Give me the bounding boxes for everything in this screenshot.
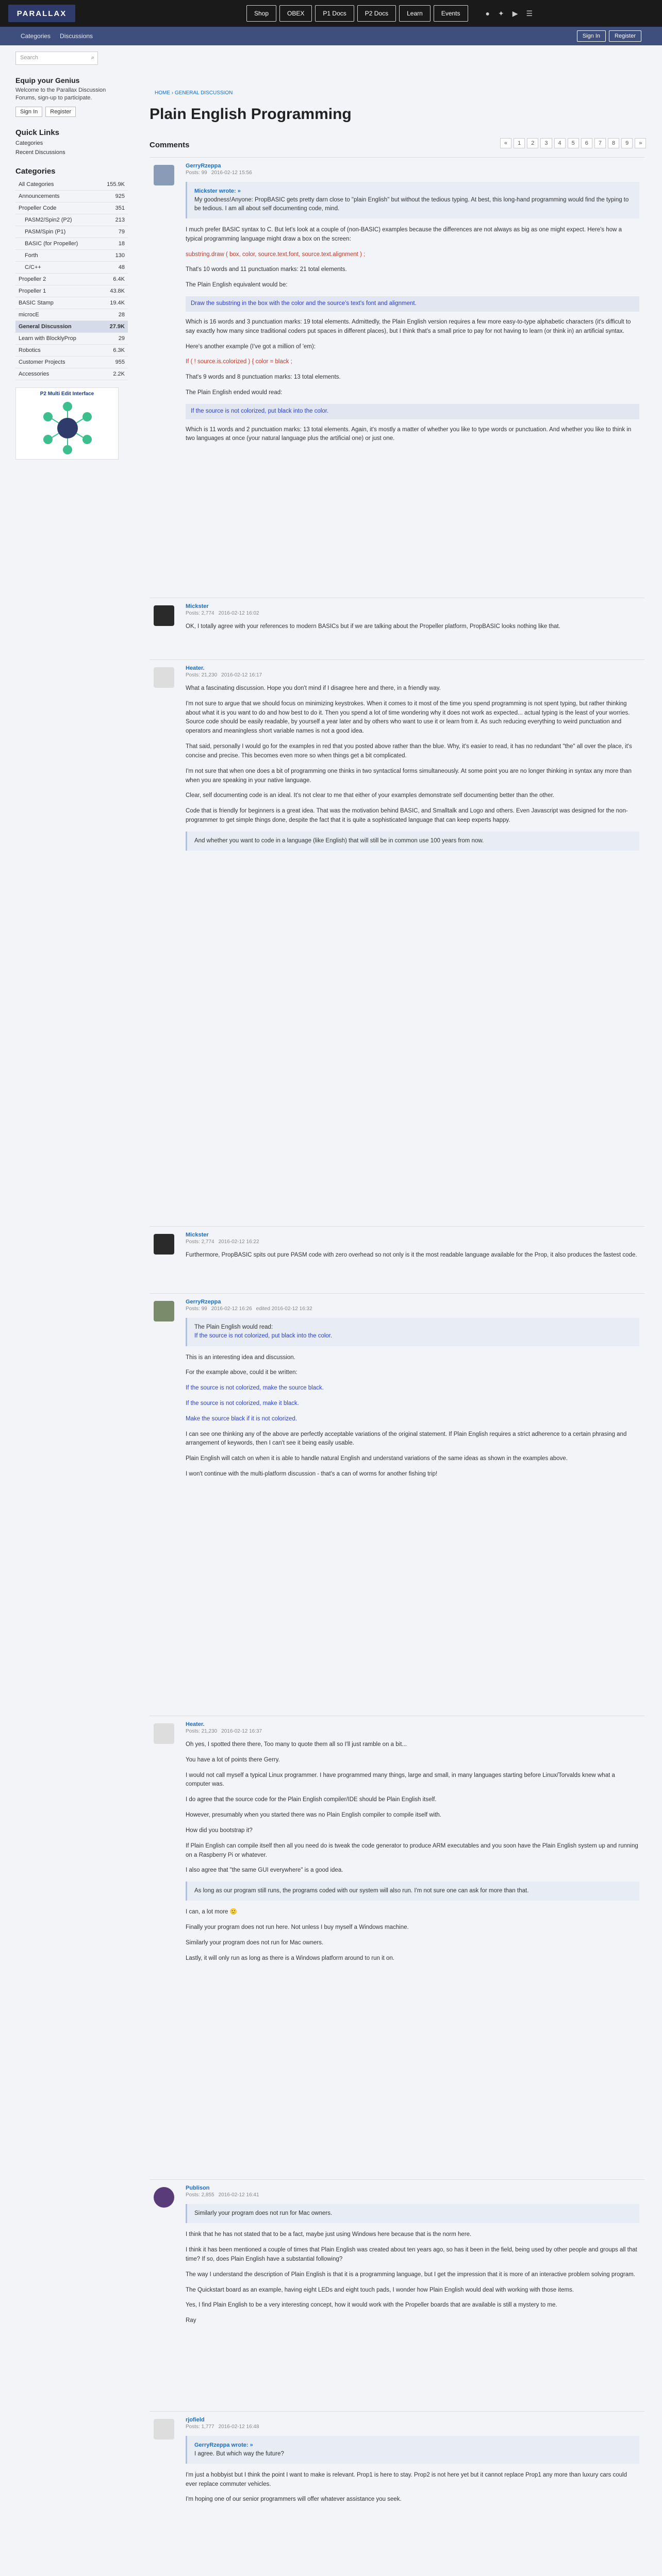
post-date[interactable]: 2016-02-12 16:22: [218, 1239, 259, 1245]
page-link[interactable]: 1: [514, 138, 525, 148]
category-name: PASM/Spin (P1): [25, 228, 66, 235]
category-name: microcE: [19, 311, 39, 318]
post-count: Posts: 2,774: [186, 1239, 214, 1245]
avatar[interactable]: [154, 2187, 174, 2208]
category-item[interactable]: [15, 262, 128, 274]
comment-author[interactable]: Publison: [186, 2185, 210, 2191]
parallax-logo[interactable]: PARALLAX: [8, 5, 75, 22]
quote-block: GerryRzeppa wrote: » I agree. But which way the future?: [186, 2436, 639, 2464]
category-name: General Discussion: [19, 323, 72, 330]
page-link[interactable]: 3: [540, 138, 552, 148]
post-date[interactable]: 2016-02-12 16:48: [218, 2424, 259, 2430]
category-count: 48: [118, 264, 125, 270]
category-count: 28: [118, 311, 125, 318]
category-name: Forth: [25, 252, 38, 259]
page-link[interactable]: 8: [608, 138, 619, 148]
post-count: Posts: 2,855: [186, 2192, 214, 2198]
category-count: 955: [115, 359, 125, 365]
category-count: 29: [118, 335, 125, 342]
nav-obex[interactable]: OBEX: [279, 5, 312, 22]
category-count: 2.2K: [113, 370, 125, 377]
category-name: Propeller 1: [19, 287, 46, 294]
promo-banner[interactable]: P2 Multi Edit Interface: [15, 387, 119, 460]
post-date[interactable]: 2016-02-12 16:02: [218, 611, 259, 616]
top-bar: [0, 0, 662, 27]
quote-block: Mickster wrote: » My goodness!Anyone: PropBASIC gets pretty darn close to "plain English" but without the tedious typing. At best, this long-hand programming would find the typing to be tedious. I am all about self documenting code, mind.: [186, 182, 639, 218]
category-count: 925: [115, 193, 125, 199]
plain-english-example: Draw the substring in the box with the color and the source's text's font and alignment.: [186, 296, 639, 312]
edited-date: edited 2016-02-12 16:32: [256, 1306, 312, 1312]
comment-author[interactable]: rjofield: [186, 2417, 205, 2423]
nav-learn[interactable]: Learn: [399, 5, 431, 22]
subnav-categories[interactable]: Categories: [21, 32, 51, 40]
nav-shop[interactable]: Shop: [246, 5, 276, 22]
comment: GerryRzeppa Posts: 99 2016-02-12 15:56 Mickster wrote: » My goodness!Anyone: PropBASIC gets pretty darn close to "plain English" but without the tedious typing. At best, this long-hand programming would find the typing to be tedious. I am all about self documenting code, mind. I much prefer BASIC syntax to C. But let's look at a couple of (non-BASIC) examples because the differences are not always as big as one might expect. Here's how a typical programming language might draw a box on the screen: substring.draw ( box, color, source.text.font, source.text.alignment ) ; That's 10 words and 11 punctuation marks: 21 total elements. The Plain English equivalent would be: Draw the substring in the box with the color and the source's text's font and alignment. Which is 16 words and 3 punctuation marks: 19 total elements. Admittedly, the Plain English version requires a few more easy-to-type alphabetic characters (it's difficult to say exactly how many since traditional coders put spaces in different places), but I think that's a small price to pay for not having to learn (or think in) an artificial syntax. Here's another example (I've got a million of 'em): If ( ! source.is.colorized ) { color = black ; That's 9 words and 8 punctuation marks: 13 total elements. The Plain English ended would read: If the source is not colorized, put black into the color. Which is 11 words and 2 punctuation marks: 13 total elements. Again, it's mostly a matter of whether you like to type words or punctuation. And whether you like to think in two languages at once (your natural language plus the artificial one) or just one.: [150, 157, 644, 598]
category-name: Customer Projects: [19, 359, 65, 365]
category-count: 6.4K: [113, 276, 125, 282]
register-button[interactable]: Register: [609, 30, 641, 42]
category-count: 351: [115, 205, 125, 211]
post-date[interactable]: 2016-02-12 16:37: [221, 1728, 262, 1734]
comment: Mickster Posts: 2,774 2016-02-12 16:22 Furthermore, PropBASIC spits out pure PASM code with zero overhead so not only is it the most readable language available for the Prop, it also produces the fastest code.: [150, 1226, 644, 1293]
post-count: Posts: 21,230: [186, 1728, 218, 1734]
comment: GerryRzeppa Posts: 99 2016-02-12 16:26 edited 2016-02-12 16:32 The Plain English would read: If the source is not colorized, put black into the color. This is an interesting idea and discussion. For the example above, could it be written: If the source is not colorized, make the source black. If the source is not colorized, make it black. Make the source black if it is not colorized. I can see one thinking any of the above are perfectly acceptable variations of the original statement. If Plain English requires a strict adherence to a certain phrasing and arrangement of keywords, then I can't see it being easily usable. Plain English will catch on when it is able to handle natural English and understand variations of the same ideas as shown in the examples above. I won't continue with the multi-platform discussion - that's a can of worms for another fishing trip!: [150, 1293, 644, 1716]
category-item[interactable]: [15, 297, 128, 309]
post-date[interactable]: 2016-02-12 16:41: [218, 2192, 259, 2198]
post-count: Posts: 99: [186, 1306, 207, 1312]
pagination: [500, 138, 646, 148]
page-link[interactable]: 9: [621, 138, 633, 148]
category-count: 27.9K: [109, 323, 125, 330]
avatar[interactable]: [154, 667, 174, 688]
post-count: Posts: 99: [186, 170, 207, 176]
page-link[interactable]: 5: [568, 138, 579, 148]
avatar[interactable]: [154, 165, 174, 185]
sidebar-register-button[interactable]: Register: [45, 107, 76, 117]
code-example: substring.draw ( box, color, source.text.font, source.text.alignment ) ;: [186, 251, 366, 258]
comment: Heater. Posts: 21,230 2016-02-12 16:17 What a fascinating discussion. Hope you don't mind if I disagree here and there, in a friendly way. I'm not sure to argue that we should focus on minimizing keystrokes. When it comes to it most of the time you spend programming is not spent typing, but rather thinking about what it is you want to do and how best to do it. Then you spend a lot of time wondering why it does not work as expected... actual typing is the least of your worries. Source code should be easily readable, by yourself a year later and by others who want to use it or learn from it. As such reducing everything to weird punctuation and operators and meaningless short variable names is not a good idea. That said, personally I would go for the examples in red that you posted above rather than the blue. Why, it's easier to read, it has no redundant "the" all over the place, it's concise and precise. This becomes even more so when things get a bit complicated. I'm not sure that when one does a bit of programming one thinks in two syntactical forms simultaneously. At some point you are no longer thinking in syntax any more than when you are speaking in your native language. Clear, self documenting code is an ideal. It's not clear to me that either of your examples demonstrate self documenting better than the other. Code that is friendly for beginners is a great idea. That was the motivation behind BASIC, and Smalltalk and Logo and others. Even Javascript was designed for the non-programmer to get simple things done, despite the fact that it is quite a sophisticated language that can keep experts happy. And whether you want to code in a language (like English) that will still be in common use 100 years from now.: [150, 659, 644, 1226]
category-item[interactable]: [15, 191, 128, 202]
equip-text: Welcome to the Parallax Discussion Forums, sign-up to participate.: [15, 87, 106, 101]
category-name: BASIC (for Propeller): [25, 240, 78, 247]
post-date[interactable]: 2016-02-12 15:56: [211, 170, 252, 176]
category-item[interactable]: [15, 274, 128, 285]
category-count: 6.3K: [113, 347, 125, 353]
quick-links-title: Quick Links: [15, 128, 60, 137]
category-item[interactable]: [15, 368, 128, 380]
post-count: Posts: 1,777: [186, 2424, 214, 2430]
category-item[interactable]: [15, 333, 128, 345]
comment-author[interactable]: Heater.: [186, 1721, 205, 1727]
page-link[interactable]: »: [635, 138, 646, 148]
page-link[interactable]: 4: [554, 138, 566, 148]
post-date[interactable]: 2016-02-12 16:26: [211, 1306, 252, 1312]
github-icon[interactable]: ●: [485, 9, 490, 18]
youtube-icon[interactable]: ▶: [512, 9, 518, 18]
twitter-icon[interactable]: ✦: [498, 9, 504, 18]
page-link[interactable]: «: [500, 138, 511, 148]
comment-author[interactable]: Mickster: [186, 1232, 209, 1238]
comments-heading: Comments: [150, 141, 190, 149]
nav-p2-docs[interactable]: P2 Docs: [357, 5, 396, 22]
comment: Mickster Posts: 2,774 2016-02-12 16:02 OK, I totally agree with your references to modern BASICs but if we are talking about the Propeller platform, PropBASIC looks nothing like that.: [150, 598, 644, 659]
category-item[interactable]: [15, 357, 128, 368]
comment-author[interactable]: GerryRzeppa: [186, 1299, 221, 1305]
promo-graphic: [16, 388, 119, 460]
category-name: Propeller Code: [19, 205, 57, 211]
equip-title: Equip your Genius: [15, 76, 80, 84]
comment: Publison Posts: 2,855 2016-02-12 16:41 Similarly your program does not run for Mac owners. I think that he has not stated that to be a fact, maybe just using Windows here because that is the norm here. I think it has been mentioned a couple of times that Plain English was created about ten years ago, so has it been in the field, being used by other people and groups all that time? If so, does Plain English have a substantial following? The way I understand the description of Plain English is that it is a programming language, but I get the impression that it is more of an interactive problem solving program. The Quickstart board as an example, having eight LEDs and eight touch pads, I wonder how Plain English would deal with working with those items. Yes, I find Plain English to be a very interesting concept, how it would work with the Propeller boards that are available is still a mystery to me. Ray: [150, 2179, 644, 2411]
categories-title: Categories: [15, 166, 56, 176]
category-item[interactable]: [15, 309, 128, 321]
category-name: Propeller 2: [19, 276, 46, 282]
comment-author[interactable]: GerryRzeppa: [186, 163, 221, 169]
quote-block: And whether you want to code in a language (like English) that will still be in common use 100 years from now.: [186, 832, 639, 851]
comment-author[interactable]: Heater.: [186, 665, 205, 671]
quote-block: Similarly your program does not run for Mac owners.: [186, 2204, 639, 2223]
avatar[interactable]: [154, 2419, 174, 2439]
avatar[interactable]: [154, 1723, 174, 1744]
category-item[interactable]: [15, 226, 128, 238]
category-item[interactable]: [15, 179, 128, 191]
page-link[interactable]: 7: [594, 138, 606, 148]
category-name: All Categories: [19, 181, 54, 188]
comment: Heater. Posts: 21,230 2016-02-12 16:37 Oh yes, I spotted there there, Too many to quote them all so I'll just ramble on a bit... You have a lot of points there Gerry. I would not call myself a typical Linux programmer. I have programmed many things, large and small, in many languages starting before Linux/Torvalds knew what a computer was. I do agree that the source code for the Plain English compiler/IDE should be Plain English itself. However, presumably when you started there was no Plain English compiler to compile itself with. How did you bootstrap it? If Plain English can compile itself then all you need do is tweak the code generator to produce ARM executables and you soon have the Plain English system up and running on a Raspberry Pi or whatever. I also agree that "the same GUI everywhere" is a good idea. As long as our program still runs, the programs coded with our system will also run. I'm not sure one can ask for more than that. I can, a lot more 🙂 Finally your program does not run here. Not unless I buy myself a Windows machine. Similarly your program does not run for Mac owners. Lastly, it will only run as long as there is a Windows platform around to run it on.: [150, 1716, 644, 2179]
category-item[interactable]: [15, 202, 128, 214]
avatar[interactable]: [154, 1301, 174, 1321]
category-item[interactable]: [15, 345, 128, 357]
category-name: BASIC Stamp: [19, 299, 54, 306]
category-name: Announcements: [19, 193, 60, 199]
nav-p1-docs[interactable]: P1 Docs: [315, 5, 354, 22]
category-list: [15, 179, 128, 380]
category-name: Robotics: [19, 347, 41, 353]
page-link[interactable]: 2: [527, 138, 538, 148]
comment: rjofield Posts: 1,777 2016-02-12 16:48 GerryRzeppa wrote: » I agree. But which way the future? I'm just a hobbyist but I think the point I want to make is relevant. Prop1 is here to stay. Prop2 is not here yet but it cannot replace Prop1 any more than luxury cars could ever replace commuter vehicles. I'm hoping one of our senior programmers will offer whatever assistance you seek.: [150, 2411, 644, 2576]
category-count: 213: [115, 216, 125, 223]
category-name: PASM2/Spin2 (P2): [25, 216, 72, 223]
top-nav: [246, 5, 468, 22]
breadcrumb[interactable]: HOME › GENERAL DISCUSSION: [155, 90, 233, 96]
category-name: Accessories: [19, 370, 49, 377]
category-name: C/C++: [25, 264, 41, 270]
quick-link-categories[interactable]: Categories: [15, 140, 43, 146]
sidebar: [15, 52, 128, 460]
category-count: 43.8K: [110, 287, 125, 294]
plain-english-example: If the source is not colorized, put black into the color.: [186, 404, 639, 419]
subnav-discussions[interactable]: Discussions: [60, 32, 93, 40]
category-item[interactable]: [15, 321, 128, 333]
menu-icon[interactable]: ☰: [526, 9, 533, 18]
search-icon[interactable]: ⌕: [91, 55, 94, 61]
code-example: If ( ! source.is.colorized ) { color = black ;: [186, 359, 292, 365]
post-date[interactable]: 2016-02-12 16:17: [221, 672, 262, 678]
page-title: Plain English Programming: [150, 106, 352, 123]
category-item[interactable]: [15, 285, 128, 297]
category-count: 79: [118, 228, 125, 235]
quote-block: As long as our program still runs, the programs coded with our system will also run. I'm not sure one can ask for more than that.: [186, 1882, 639, 1901]
post-count: Posts: 2,774: [186, 611, 214, 616]
post-count: Posts: 21,230: [186, 672, 218, 678]
avatar[interactable]: [154, 605, 174, 626]
category-count: 155.9K: [107, 181, 125, 188]
search-input[interactable]: Search ⌕: [15, 52, 98, 65]
social-icons: [486, 9, 533, 18]
category-count: 19.4K: [110, 299, 125, 306]
quote-block: The Plain English would read: If the source is not colorized, put black into the color.: [186, 1318, 639, 1346]
sidebar-sign-in-button[interactable]: Sign In: [15, 107, 42, 117]
category-count: 130: [115, 252, 125, 259]
nav-events[interactable]: Events: [434, 5, 468, 22]
quick-link-recent[interactable]: Recent Discussions: [15, 149, 65, 156]
category-count: 18: [118, 240, 125, 247]
category-item[interactable]: [15, 238, 128, 250]
category-item[interactable]: [15, 214, 128, 226]
category-item[interactable]: [15, 250, 128, 262]
sub-nav: [0, 27, 662, 45]
sign-in-button[interactable]: Sign In: [577, 30, 606, 42]
page-link[interactable]: 6: [581, 138, 592, 148]
comment-author[interactable]: Mickster: [186, 603, 209, 609]
avatar[interactable]: [154, 1234, 174, 1255]
category-name: Learn with BlocklyProp: [19, 335, 76, 342]
